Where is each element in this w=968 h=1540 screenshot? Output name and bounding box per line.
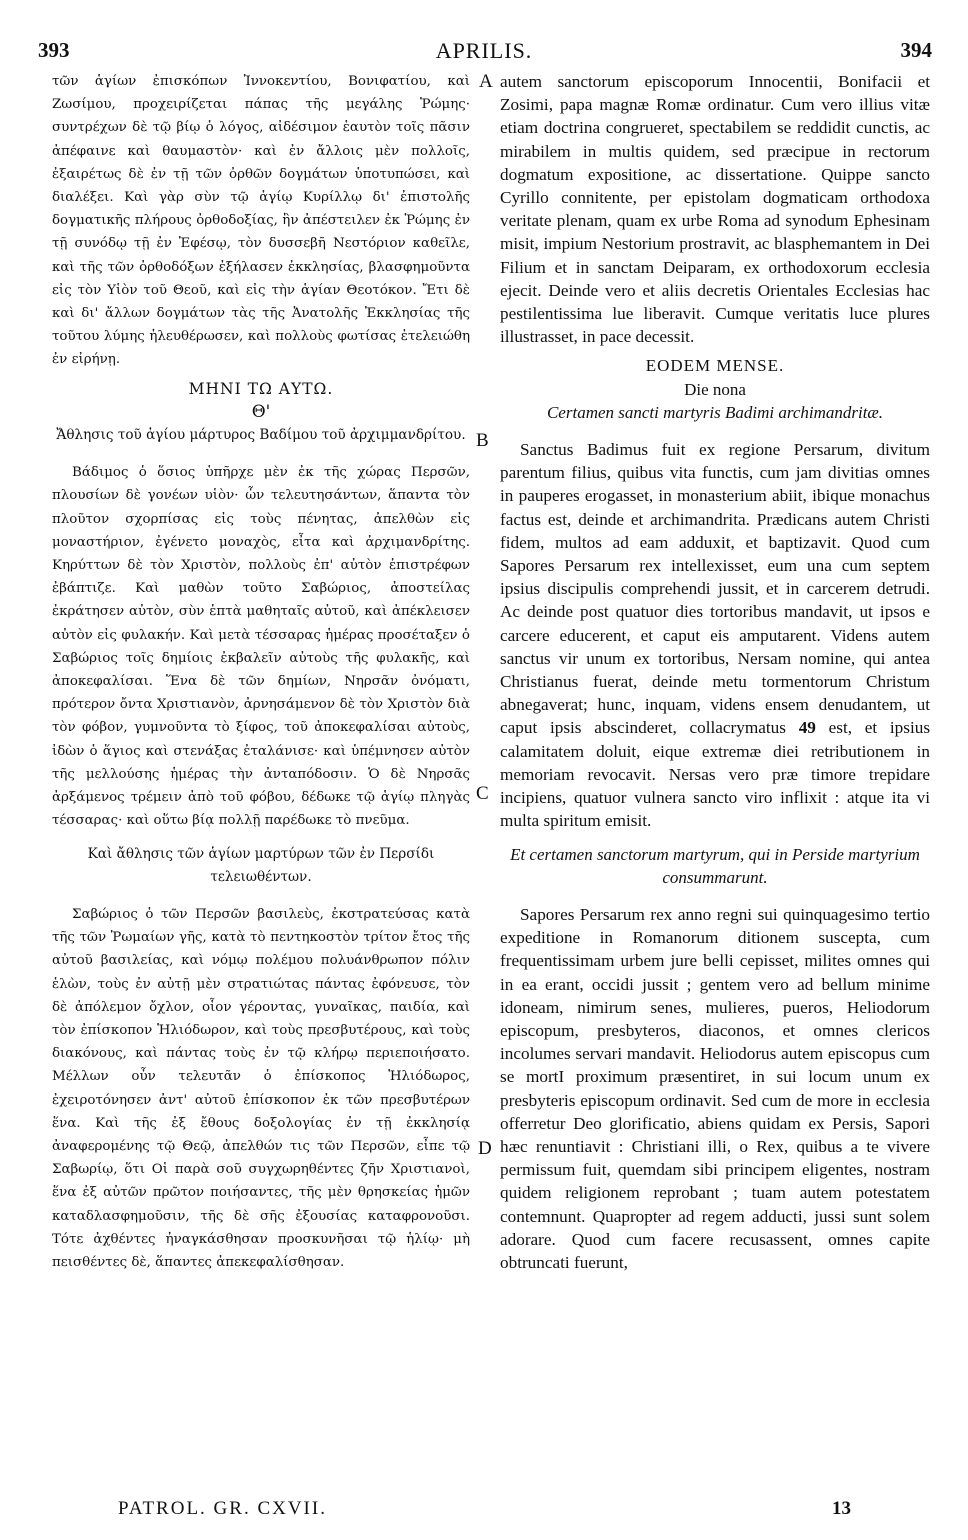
latin-column [500,70,930,1274]
margin-marker-c: C [476,783,489,804]
column-reference-number: 49 [798,718,816,738]
latin-paragraph-2-part-b: est, et ipsius calamitatem doluit, eique extremæ diei retributionem in memoriam revocavit. Nersas vero præ timore trepidare incipiens, quatuor vulnera sancto viro inflixit : atque ita vi multa spiritum emisit. [500,718,931,831]
greek-paragraph-3: Σαβώριος ὁ τῶν Περσῶν βασιλεὺς, ἐκστρατεύσας κατὰ τῆς τῶν Ῥωμαίων γῆς, κατὰ τὸ πεντηκοστὸν τρίτον ἔτος τῆς αὐτοῦ βασιλείας, καὶ νόμῳ πολέμου πολυάνθρωπον πόλιν ἑλὼν, τοὺς ἐν αὐτῇ μὲν στρατιώτας πάντας ἐφόνευσε, τὸν δὲ ἀπόλεμον ὄχλον, οἷον γέροντας, γυναῖκας, παιδία, καὶ τὸν ἐπίσκοπον Ἡλιόδωρον, καὶ τοὺς πρεσβυτέρους, καὶ τοὺς διακόνους, καὶ πάντας τοὺς ἐν τῷ κλήρῳ περιεποιήσατο. Μέλλων οὖν τελευτᾶν ὁ ἐπίσκοπος Ἡλιόδωρος, ἐχειροτόνησεν ἀντ' αὐτοῦ ἐπίσκοπον ἐκ τῶν πρεσβυτέρων ἕνα. Καὶ τῆς ἐξ ἔθους δοξολογίας ἐν τῇ ἐκκλησίᾳ ἀναφερομένης τῷ Θεῷ, ἀπελθών τις τῶν Περσῶν, εἶπε τῷ Σαβωρίῳ, ὅτι Οἱ παρὰ σοῦ συγχωρηθέντες ζῆν Χριστιανοὶ, ἕνα ἐξ αὐτῶν πρῶτον ποιήσαντες, τῆς μὲν θρησκείας ἡμῶν καταδλασφημοῦσιν, τῆς δὲ σῆς ἐξουσίας καταφρονοῦσι. Τότε ἀχθέντες ἠναγκάσθησαν προσκυνῆσαι τῷ ἡλίῳ· μὴ πεισθέντες δὲ, ἅπαντες ἀπεκεφαλίσθησαν. [52,906,470,1270]
latin-paragraph-1: autem sanctorum episcoporum Innocentii, Bonifacii et Zosimi, papa magnæ Romæ ordinatur. Cum vero illius vitæ etiam doctrina congrueret, spectabilem se reddidit cunctis, ac mirabilem in multis quidem, sed præcipue in rectorum dogmatum expositione, ac dissertatione. Quippe sancto Cyrillo connitente, per epistolam dogmaticam orthodoxa veritate plenam, quam ex urbe Roma ad synodum Ephesinam misit, impium Nestorium prostravit, ac blasphemantem in Dei Filium et in sanctam Deiparam, ex orthodoxorum ecclesia ejecit. Deinde vero et aliis decretis Orientales Ecclesias hac pestilentissima lue liberavit. Cumque veritatis luce plures illustrasset, in pace decessit. [500,72,930,347]
margin-marker-b: B [476,430,489,451]
latin-section-title-2: Et certamen sanctorum martyrum, qui in Perside martyrium consummarunt. [510,844,920,887]
page-footer [0,1498,968,1526]
page-number-left: 393 [38,38,70,62]
running-title: APRILIS. [435,38,533,63]
running-head [0,38,968,68]
latin-month-heading: EODEM MENSE. [645,356,785,376]
margin-marker-a: A [479,71,493,92]
greek-section-title-2: Καὶ ἄθλησις τῶν ἁγίων μαρτύρων τῶν ἐν Περσίδι τελειωθέντων. [87,845,435,885]
latin-section-title: Certamen sancti martyris Badimi archimandritæ. [546,402,884,422]
greek-paragraph-1: τῶν ἁγίων ἐπισκόπων Ἰννοκεντίου, Βονιφατίου, καὶ Ζωσίμου, προχειρίζεται πάπας τῆς μεγάλης Ῥώμης· συντρέχων δὲ τῷ βίῳ ὁ λόγος, αἰδέσιμον ἑαυτὸν τοῖς πᾶσιν ἀπέφαινε καὶ θαυμαστὸν· καὶ ἐν ἄλλοις μὲν πολλοῖς, ἐξαιρέτως δὲ ἐν τῇ τῶν ὀρθῶν δογμάτων ὑποτυπώσει, καὶ διαλέξει. Καὶ γὰρ σὺν τῷ ἁγίῳ Κυρίλλῳ δι' ἐπιστολῆς δογματικῆς πλήρους ὀρθοδοξίας, ἣν ἀπέστειλεν ἐκ Ῥώμης ἐν τῇ συνόδῳ τῇ ἐν Ἐφέσῳ, τὸν δυσσεβῆ Νεστόριον καθεῖλε, καὶ τῆς τῶν ὀρθοδόξων ἐξήλασεν ἐκκλησίας, βλασφημοῦντα εἰς τὸν Υἱὸν τοῦ Θεοῦ, καὶ εἰς τὴν ἁγίαν Θεοτόκον. Ἔτι δὲ καὶ δι' ἄλλων δογμάτων τὰς τῆς Ἀνατολῆς Ἐκκλησίας τῆς τοῦτου λύμης ἠλευθέρωσεν, καὶ πολλοὺς φωτίσας ἐτελειώθη ἐν εἰρήνῃ. [52,74,470,368]
greek-paragraph-2: Βάδιμος ὁ ὅσιος ὑπῆρχε μὲν ἐκ τῆς χώρας Περσῶν, πλουσίων δὲ γονέων υἱὸν· ὧν τελευτησάντων, ἅπαντα τὸν πλοῦτον σχορπίσας εἰς τοὺς πένητας, ἀπελθὼν εἰς μοναστήριον, ἐγένετο μοναχὸς, εἶτα καὶ ἀρχιμανδρίτης. Κηρύττων δὲ τὸν Χριστὸν, πολλοὺς ἐπ' αὐτὸν ἐπιστρέφων ἐβάπτιζε. Καὶ μαθὼν τοῦτο Σαβώριος, ἀποστείλας ἐκράτησεν αὐτὸν, σὺν ἑπτὰ μαθηταῖς αὐτοῦ, καὶ ἀπέκλεισεν αὐτὸν εἰς φυλακήν. Καὶ μετὰ τέσσαρας ἡμέρας προσέταξεν ὁ Σαβώριος τοῖς δημίοις ἐκβαλεῖν αὐτοὺς τῆς φυλακῆς, καὶ ἀποκεφαλίσαι. Ἕνα δὲ τῶν δημίων, Νηρσᾶν ὀνόματι, πρότερον ὄντα Χριστιανὸν, ἀρνησάμενον δὲ τὸν Χριστὸν διὰ τὸν φόβον, γυμνοῦντα τὸ ξίφος, τοῦ ἀποκεφαλίσαι αὐτοὺς, ἰδὼν ὁ ἅγιος καὶ στενάξας ἐταλάνισε· καὶ ὑπέμνησεν αὐτὸν τῆς μελλούσης ἡμέρας τὴν ἀνταπόδοσιν. Ὁ δὲ Νηρσᾶς ἀρξάμενος τρέμειν ἀπὸ τοῦ φόβου, δέδωκε τῷ ἁγίῳ πληγὰς τέσσαρας· καὶ οὕτω βίᾳ πολλῇ παρέδωκε τὸ πνεῦμα. [52,465,470,829]
latin-paragraph-3: Sapores Persarum rex anno regni sui quinquagesimo tertio expeditione in Romanorum ditionem suscepta, cum frequentissimam urbem jure belli cepisset, milites omnes qui in ea erant, occidi jussit ; gentem vero ad bellum minime idoneam, nimirum senes, mulieres, pueros, Heliodorum episcopum, presbyteros, diaconos, et omnes clericos incolumes servari mandavit. Heliodorus autem episcopus cum se mortI proximum præsentiret, in sui locum unum ex presbyteris episcopum ordinavit. Sed cum de more in ecclesia offerretur Deo glorificatio, abiens quidam ex Persis, Sapori hæc renuntiavit : Christiani illi, o Rex, quibus a te vivere permissum fuit, quemdam sibi principem eligentes, nostram quidem religionem reprobant ; tuam autem potestatem contemnunt. Quapropter ad regem adducti, jussi sunt solem adorare. Quod cum facere recusassent, omnes capite obtruncati fuerunt, [500,904,930,1272]
margin-marker-d: D [478,1138,492,1159]
greek-column [52,70,470,1274]
page-number-right: 394 [900,38,932,62]
greek-day-heading: Θ' [251,401,271,422]
signature-mark: PATROL. GR. CXVII. [118,1498,327,1519]
latin-paragraph-2-part-a: Sanctus Badimus fuit ex regione Persarum, divitum parentum filius, quibus vita functis, cum jam divitias omnes in pauperes erogasset, in monasterium abiit, ibique monachus factus est, deinde et archimandrita. Prædicans autem Christi fidem, multos ad eam adduxit, et baptizavit. Quod cum Sapores Persarum rex intellexisset, eum una cum septem ipsius discipulis comprehendi jussit, et in carcerem detrudi. Ac deinde post quatuor dies tortoribus mandavit, ut ipsos e carcere educerent, et caput eis amputarent. Videns autem sanctus vir unum ex tortoribus, Nersam nomine, qui antea Christianus fuerat, deinde metu tormentorum Christum abnegaverat; hunc, inquam, videns ensem denudantem, ut caput ipsis abscinderet, collacrymatus [500,440,930,738]
folio-number: 13 [832,1498,851,1519]
greek-section-title: Ἄθλησις τοῦ ἁγίου μάρτυρος Βαδίμου τοῦ ἀρχιμμανδρίτου. [56,427,466,444]
greek-month-heading: ΜΗΝΙ ΤΩ ΑΥΤΩ. [188,379,334,398]
latin-paragraph-2 [500,438,930,832]
latin-day-heading: Die nona [684,379,746,399]
